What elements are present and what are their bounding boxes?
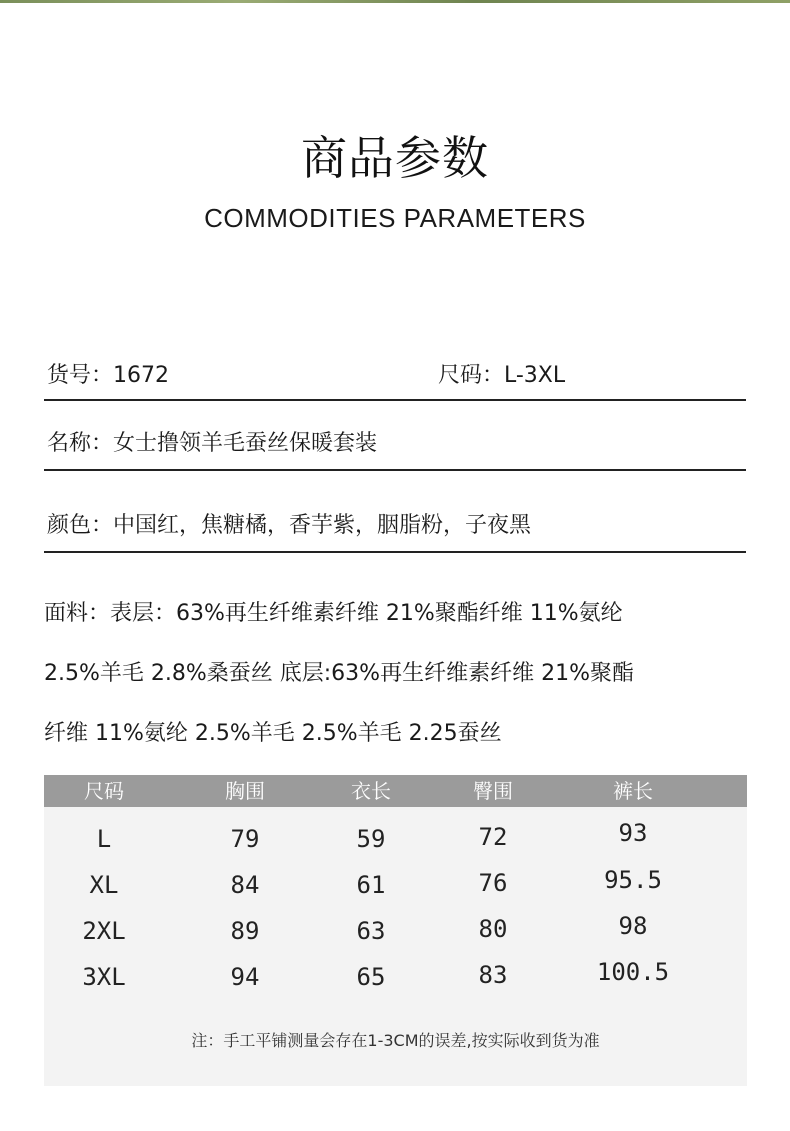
header-size: 尺码 xyxy=(84,779,124,803)
header-length: 衣长 xyxy=(351,779,391,803)
table-cell: 63 xyxy=(356,917,386,945)
fabric-line-3: 纤维 11%氨纶 2.5%羊毛 2.5%羊毛 2.25蚕丝 xyxy=(44,721,502,746)
table-cell: 89 xyxy=(230,917,260,945)
table-cell: 83 xyxy=(478,961,508,989)
header-pants-length: 裤长 xyxy=(613,779,653,803)
info-row-item-size xyxy=(44,358,746,401)
header-hip: 臀围 xyxy=(473,779,513,803)
measurement-note: 注：手工平铺测量会存在1-3CM的误差,按实际收到货为准 xyxy=(191,1031,600,1050)
table-cell: 2XL xyxy=(82,917,126,945)
info-row-name xyxy=(44,426,746,471)
info-row-colors xyxy=(44,508,746,553)
product-name: 名称：女士撸领羊毛蚕丝保暖套装 xyxy=(47,431,378,456)
table-cell: XL xyxy=(89,871,119,899)
table-cell: 76 xyxy=(478,869,508,897)
table-cell: 72 xyxy=(478,823,508,851)
table-cell: 98 xyxy=(618,912,648,940)
page-subtitle: COMMODITIES PARAMETERS xyxy=(204,203,586,233)
product-colors: 颜色：中国红，焦糖橘，香芋紫，胭脂粉，子夜黑 xyxy=(47,513,532,538)
table-cell: 100.5 xyxy=(596,958,670,986)
table-cell: 84 xyxy=(230,871,260,899)
table-cell: 95.5 xyxy=(604,866,662,894)
size-table-header xyxy=(44,775,747,807)
top-decorative-strip xyxy=(0,0,790,3)
table-cell: 59 xyxy=(356,825,386,853)
table-cell: L xyxy=(96,825,112,853)
fabric-line-2: 2.5%羊毛 2.8%桑蚕丝 底层:63%再生纤维素纤维 21%聚酯 xyxy=(44,661,634,686)
table-cell: 94 xyxy=(230,963,260,991)
size-table xyxy=(44,775,747,1086)
table-cell: 61 xyxy=(356,871,386,899)
table-cell: 93 xyxy=(618,819,648,847)
table-cell: 79 xyxy=(230,825,260,853)
item-number: 货号：1672 xyxy=(47,363,169,388)
table-cell: 65 xyxy=(356,963,386,991)
table-cell: 3XL xyxy=(82,963,126,991)
page-title: 商品参数 xyxy=(301,131,489,185)
header-chest: 胸围 xyxy=(225,779,265,803)
table-cell: 80 xyxy=(478,915,508,943)
fabric-line-1: 面料：表层：63%再生纤维素纤维 21%聚酯纤维 11%氨纶 xyxy=(44,601,623,626)
size-range: 尺码：L-3XL xyxy=(438,363,566,388)
